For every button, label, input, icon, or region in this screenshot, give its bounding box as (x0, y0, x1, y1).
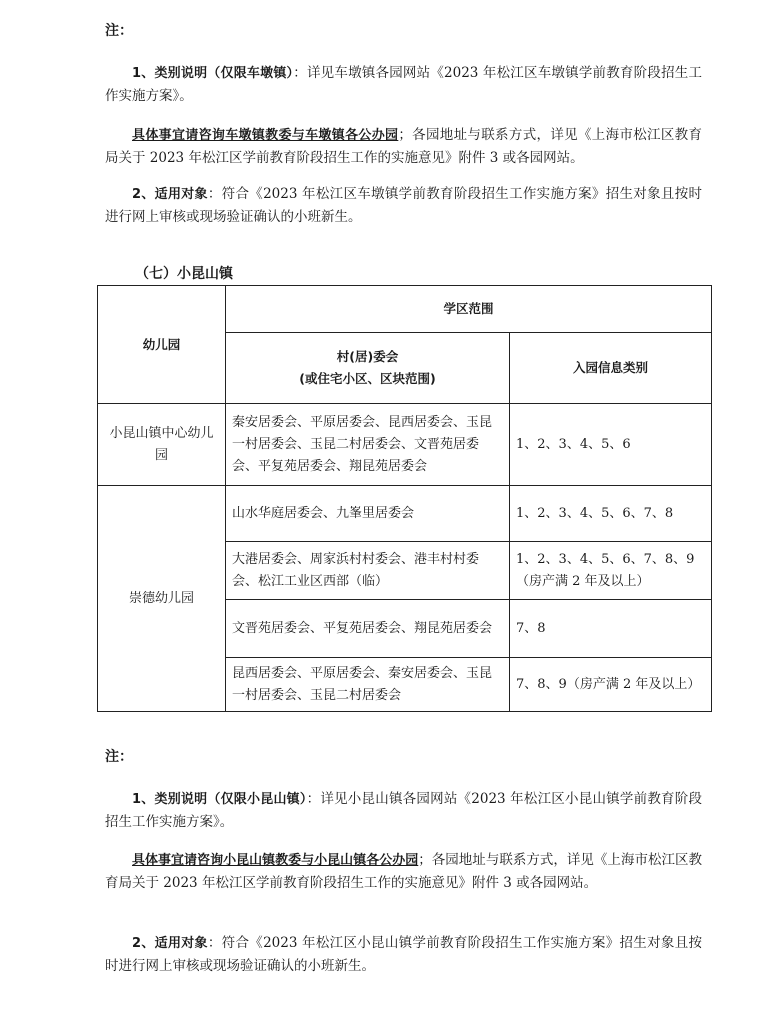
note-paragraph (105, 183, 702, 229)
note-text: ：详见小昆山镇各园网站《2023 年松江区小昆山镇学前教育阶段招生工作实施方案》。 (105, 791, 702, 830)
header-kindergarten: 幼儿园 (98, 286, 226, 404)
note-heading: 注： (105, 23, 133, 39)
note-paragraph (105, 62, 702, 108)
note-paragraph (105, 932, 702, 978)
note-text: ：符合《2023 年松江区车墩镇学前教育阶段招生工作实施方案》招生对象且按时进行网上审核或现场验证确认的小班新生。 (105, 186, 703, 225)
cell-category: 1、2、3、4、5、6 (510, 404, 712, 486)
cell-category: 7、8 (510, 600, 712, 658)
note-label: 2、适用对象 (132, 936, 208, 951)
note-text: ：符合《2023 年松江区小昆山镇学前教育阶段招生工作实施方案》招生对象且按时进行网上审核或现场验证确认的小班新生。 (105, 935, 703, 974)
note-text: ；各园地址与联系方式，详见《上海市松江区教育局关于 2023 年松江区学前教育阶段招生工作的实施意见》附件 3 或各园网站。 (105, 852, 702, 891)
header-village-line1: 村(居)委会 (336, 349, 399, 364)
cell-category: 1、2、3、4、5、6、7、8 (510, 486, 712, 542)
cell-kindergarten: 小昆山镇中心幼儿园 (98, 404, 226, 486)
cell-village: 昆西居委会、平原居委会、秦安居委会、玉昆一村居委会、玉昆二村居委会 (226, 658, 510, 712)
table-row (98, 404, 712, 486)
table-row (98, 486, 712, 542)
cell-category: 1、2、3、4、5、6、7、8、9（房产满 2 年及以上） (510, 542, 712, 600)
cell-village: 秦安居委会、平原居委会、昆西居委会、玉昆一村居委会、玉昆二村居委会、文晋苑居委会、平复苑居委会、翔昆苑居委会 (226, 404, 510, 486)
cell-village: 山水华庭居委会、九峯里居委会 (226, 486, 510, 542)
note-heading: 注： (105, 749, 133, 765)
note-label: 具体事宜请咨询车墩镇教委与车墩镇各公办园 (132, 128, 399, 143)
table-header-row (98, 286, 712, 333)
note-paragraph (105, 788, 702, 834)
note-text: ：详见车墩镇各园网站《2023 年松江区车墩镇学前教育阶段招生工作实施方案》。 (105, 65, 702, 104)
cell-kindergarten: 崇德幼儿园 (98, 486, 226, 712)
note-label: 具体事宜请咨询小昆山镇教委与小昆山镇各公办园 (132, 853, 419, 868)
cell-village: 大港居委会、周家浜村村委会、港丰村村委会、松江工业区西部（临） (226, 542, 510, 600)
note-label: 1、类别说明（仅限小昆山镇） (132, 792, 307, 807)
note-paragraph (105, 849, 702, 895)
header-village-line2: (或住宅小区、区块范围) (299, 371, 436, 386)
header-district: 学区范围 (226, 286, 712, 333)
header-category: 入园信息类别 (510, 333, 712, 404)
cell-category: 7、8、9（房产满 2 年及以上） (510, 658, 712, 712)
note-label: 2、适用对象 (132, 187, 208, 202)
header-village (226, 333, 510, 404)
section-title: （七）小昆山镇 (135, 266, 233, 282)
note-label: 1、类别说明（仅限车墩镇） (132, 66, 294, 81)
district-table (97, 285, 712, 712)
note-text: ；各园地址与联系方式，详见《上海市松江区教育局关于 2023 年松江区学前教育阶段招生工作的实施意见》附件 3 或各园网站。 (105, 127, 702, 166)
note-paragraph (105, 124, 702, 170)
cell-village: 文晋苑居委会、平复苑居委会、翔昆苑居委会 (226, 600, 510, 658)
